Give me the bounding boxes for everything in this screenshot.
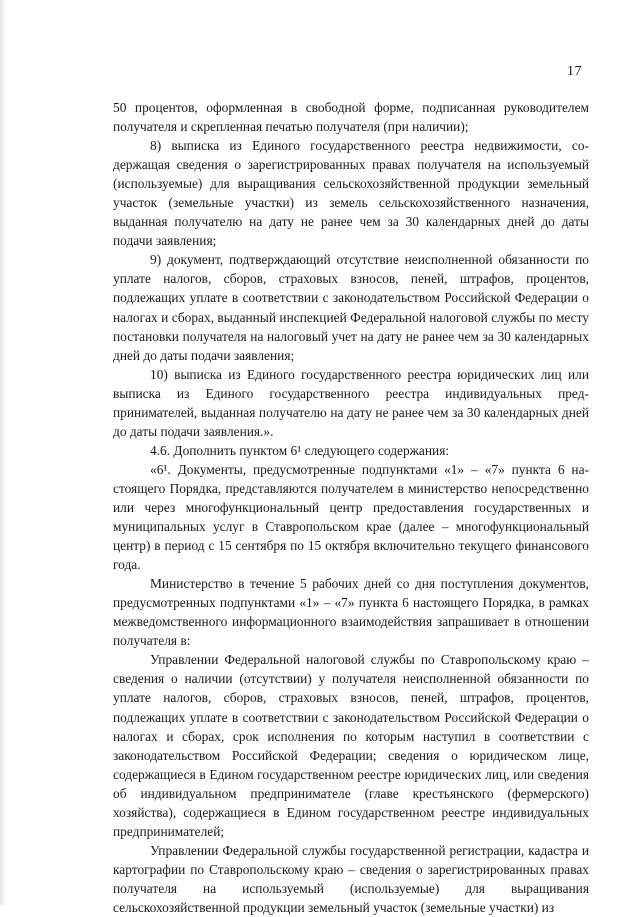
scan-edge: [0, 0, 6, 905]
paragraph-item-10: 10) выписка из Единого государственного реестра юридических лиц или выписка из Единого государственного реестра индивидуальных предпринимателей, выданная получателю на дату не ранее чем за 30 календарных дней до даты подачи заявления.».: [113, 366, 589, 439]
paragraph-item-9: 9) документ, подтверждающий отсутствие неисполненной обязанности по уплате налогов, сборов, страховых взносов, пеней, штрафов, процентов, подлежащих уплате в соответствии с законодательством Российской Федерации о налогах и сборах, выданный инспекцией Федеральной налоговой службы по месту постановки получателя на налоговый учет на дату не ранее чем за 30 календарных дней до даты подачи заявления;: [113, 252, 589, 363]
paragraph-tax-service: Управлении Федеральной налоговой службы по Ставропольскому краю – сведения о наличии (отсутствии) у получателя неисполненной обязанности по уплате налогов, сборов, страховых взносов, пеней, штрафов, процентов, подлежащих уплате в соответствии с законодательством Российской Федерации о налогах и сборах, срок исполнения по которым наступил в соответствии с законодательством Российской Федерации; сведения о юридическом лице, содержащиеся в Едином государственном реестре юридических лиц, или сведения об индивидуальном предпринимателе (главе крестьянского (фермерского) хозяйства), содержащиеся в Едином государственном реестре индивидуальных предпринимателей;: [113, 652, 589, 839]
paragraph-registration-service: Управлении Федеральной службы государственной регистрации, кадастра и картографии по Ставропольскому краю – сведения о зарегистрированных правах получателя на используемый (используемые) для выращивания сельскохозяйственной продукции земельный участок (земельные участки) из: [113, 842, 589, 915]
paragraph-section-4-6: 4.6. Дополнить пунктом 6¹ следующего содержания:: [150, 442, 450, 458]
document-body: [113, 98, 589, 917]
page-number: 17: [567, 64, 582, 79]
paragraph-continuation: 50 процентов, оформленная в свободной форме, подписанная руководителем получателя и скрепленная печатью получателя (при наличии);: [113, 100, 589, 135]
paragraph-item-8: 8) выписка из Единого государственного реестра недвижимости, содержащая сведения о зарегистрированных правах получателя на используемый (используемые) для выращивания сельскохозяйственной продукции земельный участок (земельные участки) из земель сельскохозяйственного назначения, выданная получателю на дату не ранее чем за 30 календарных дней до даты подачи заявления;: [113, 138, 589, 249]
paragraph-point-6-1: «6¹. Документы, предусмотренные подпунктами «1» – «7» пункта 6 настоящего Порядка, представляются получателем в министерство непосредственно или через многофункциональный центр предоставления государственных и муниципальных услуг в Ставропольском крае (далее – многофункциональный центр) в период с 15 сентября по 15 октября включительно текущего финансового года.: [113, 461, 589, 573]
paragraph-ministry-request: Министерство в течение 5 рабочих дней со дня поступления документов, предусмотренных подпунктами «1» – «7» пункта 6 настоящего Порядка, в рамках межведомственного информационного взаимодействия запрашивает в отношении получателя в:: [113, 576, 589, 649]
